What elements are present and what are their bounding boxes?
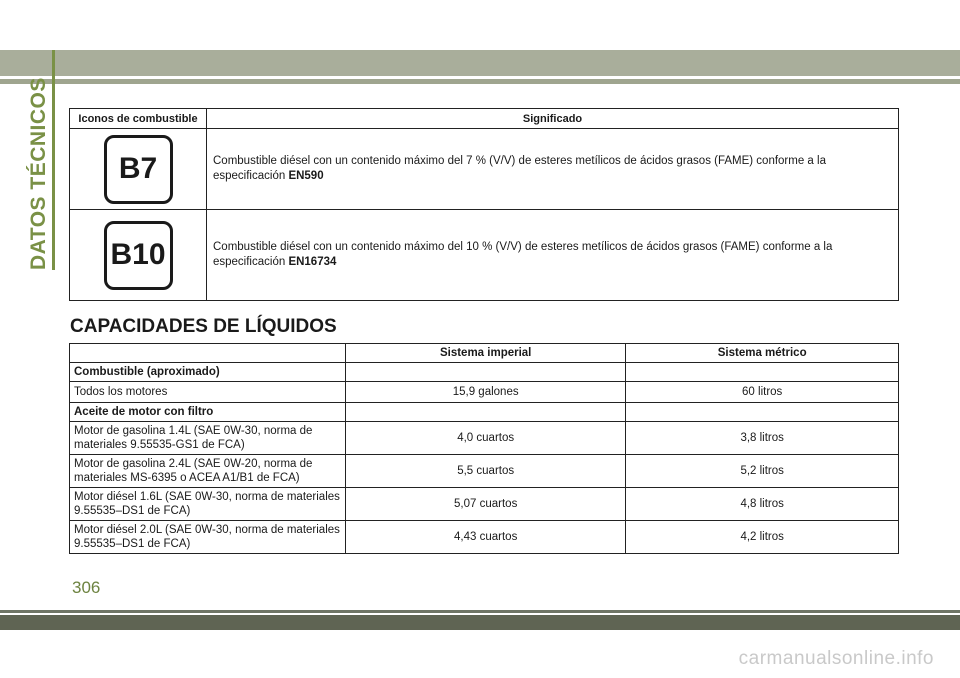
column-header: Significado [207,109,899,129]
group-label: Aceite de motor con filtro [70,403,346,422]
fuel-icon-cell [70,210,207,301]
fuel-icons-table [69,108,899,301]
meaning-text: Combustible diésel con un contenido máximo del 10 % (V/V) de esteres metílicos de ácidos grasos (FAME) conforme a la especificación [213,241,833,268]
meaning-cell [207,129,899,210]
empty-cell [626,403,899,422]
meaning-text: Combustible diésel con un contenido máximo del 7 % (V/V) de esteres metílicos de ácidos grasos (FAME) conforme a la especificación [213,155,826,182]
section-heading: CAPACIDADES DE LÍQUIDOS [70,316,337,337]
table-row [70,422,899,455]
b10-fuel-icon: B10 [104,221,173,290]
row-label: Todos los motores [70,382,346,403]
group-label: Combustible (aproximado) [70,363,346,382]
imperial-value: 4,43 cuartos [346,521,626,554]
column-header: Sistema métrico [626,344,899,363]
column-header [70,344,346,363]
spec-code: EN590 [288,170,324,182]
header-band [0,50,960,76]
row-label: Motor diésel 2.0L (SAE 0W-30, norma de materiales 9.55535–DS1 de FCA) [70,521,346,554]
watermark: carmanualsonline.info [738,648,934,669]
row-label: Motor diésel 1.6L (SAE 0W-30, norma de materiales 9.55535–DS1 de FCA) [70,488,346,521]
spec-code: EN16734 [288,256,337,268]
imperial-value: 15,9 galones [346,382,626,403]
page-number: 306 [72,578,101,597]
imperial-value: 5,07 cuartos [346,488,626,521]
row-label: Motor de gasolina 1.4L (SAE 0W-30, norma de materiales 9.55535-GS1 de FCA) [70,422,346,455]
meaning-cell [207,210,899,301]
row-label: Motor de gasolina 2.4L (SAE 0W-20, norma de materiales MS-6395 o ACEA A1/B1 de FCA) [70,455,346,488]
fuel-icon-cell [70,129,207,210]
metric-value: 60 litros [626,382,899,403]
table-row [70,129,899,210]
metric-value: 5,2 litros [626,455,899,488]
column-header: Sistema imperial [346,344,626,363]
group-row [70,403,899,422]
empty-cell [346,363,626,382]
table-row [70,382,899,403]
table-row [70,488,899,521]
footer-divider [0,610,960,613]
group-row [70,363,899,382]
table-row [70,455,899,488]
footer-band [0,615,960,630]
table-header-row [70,344,899,363]
imperial-value: 5,5 cuartos [346,455,626,488]
table-header-row [70,109,899,129]
empty-cell [346,403,626,422]
column-header: Iconos de combustible [70,109,207,129]
fluid-capacities-table [69,343,899,554]
header-band-lower [0,79,960,84]
section-side-title: DATOS TÉCNICOS [27,50,55,270]
metric-value: 3,8 litros [626,422,899,455]
b7-fuel-icon: B7 [104,135,173,204]
empty-cell [626,363,899,382]
metric-value: 4,2 litros [626,521,899,554]
table-row [70,210,899,301]
metric-value: 4,8 litros [626,488,899,521]
table-row [70,521,899,554]
imperial-value: 4,0 cuartos [346,422,626,455]
